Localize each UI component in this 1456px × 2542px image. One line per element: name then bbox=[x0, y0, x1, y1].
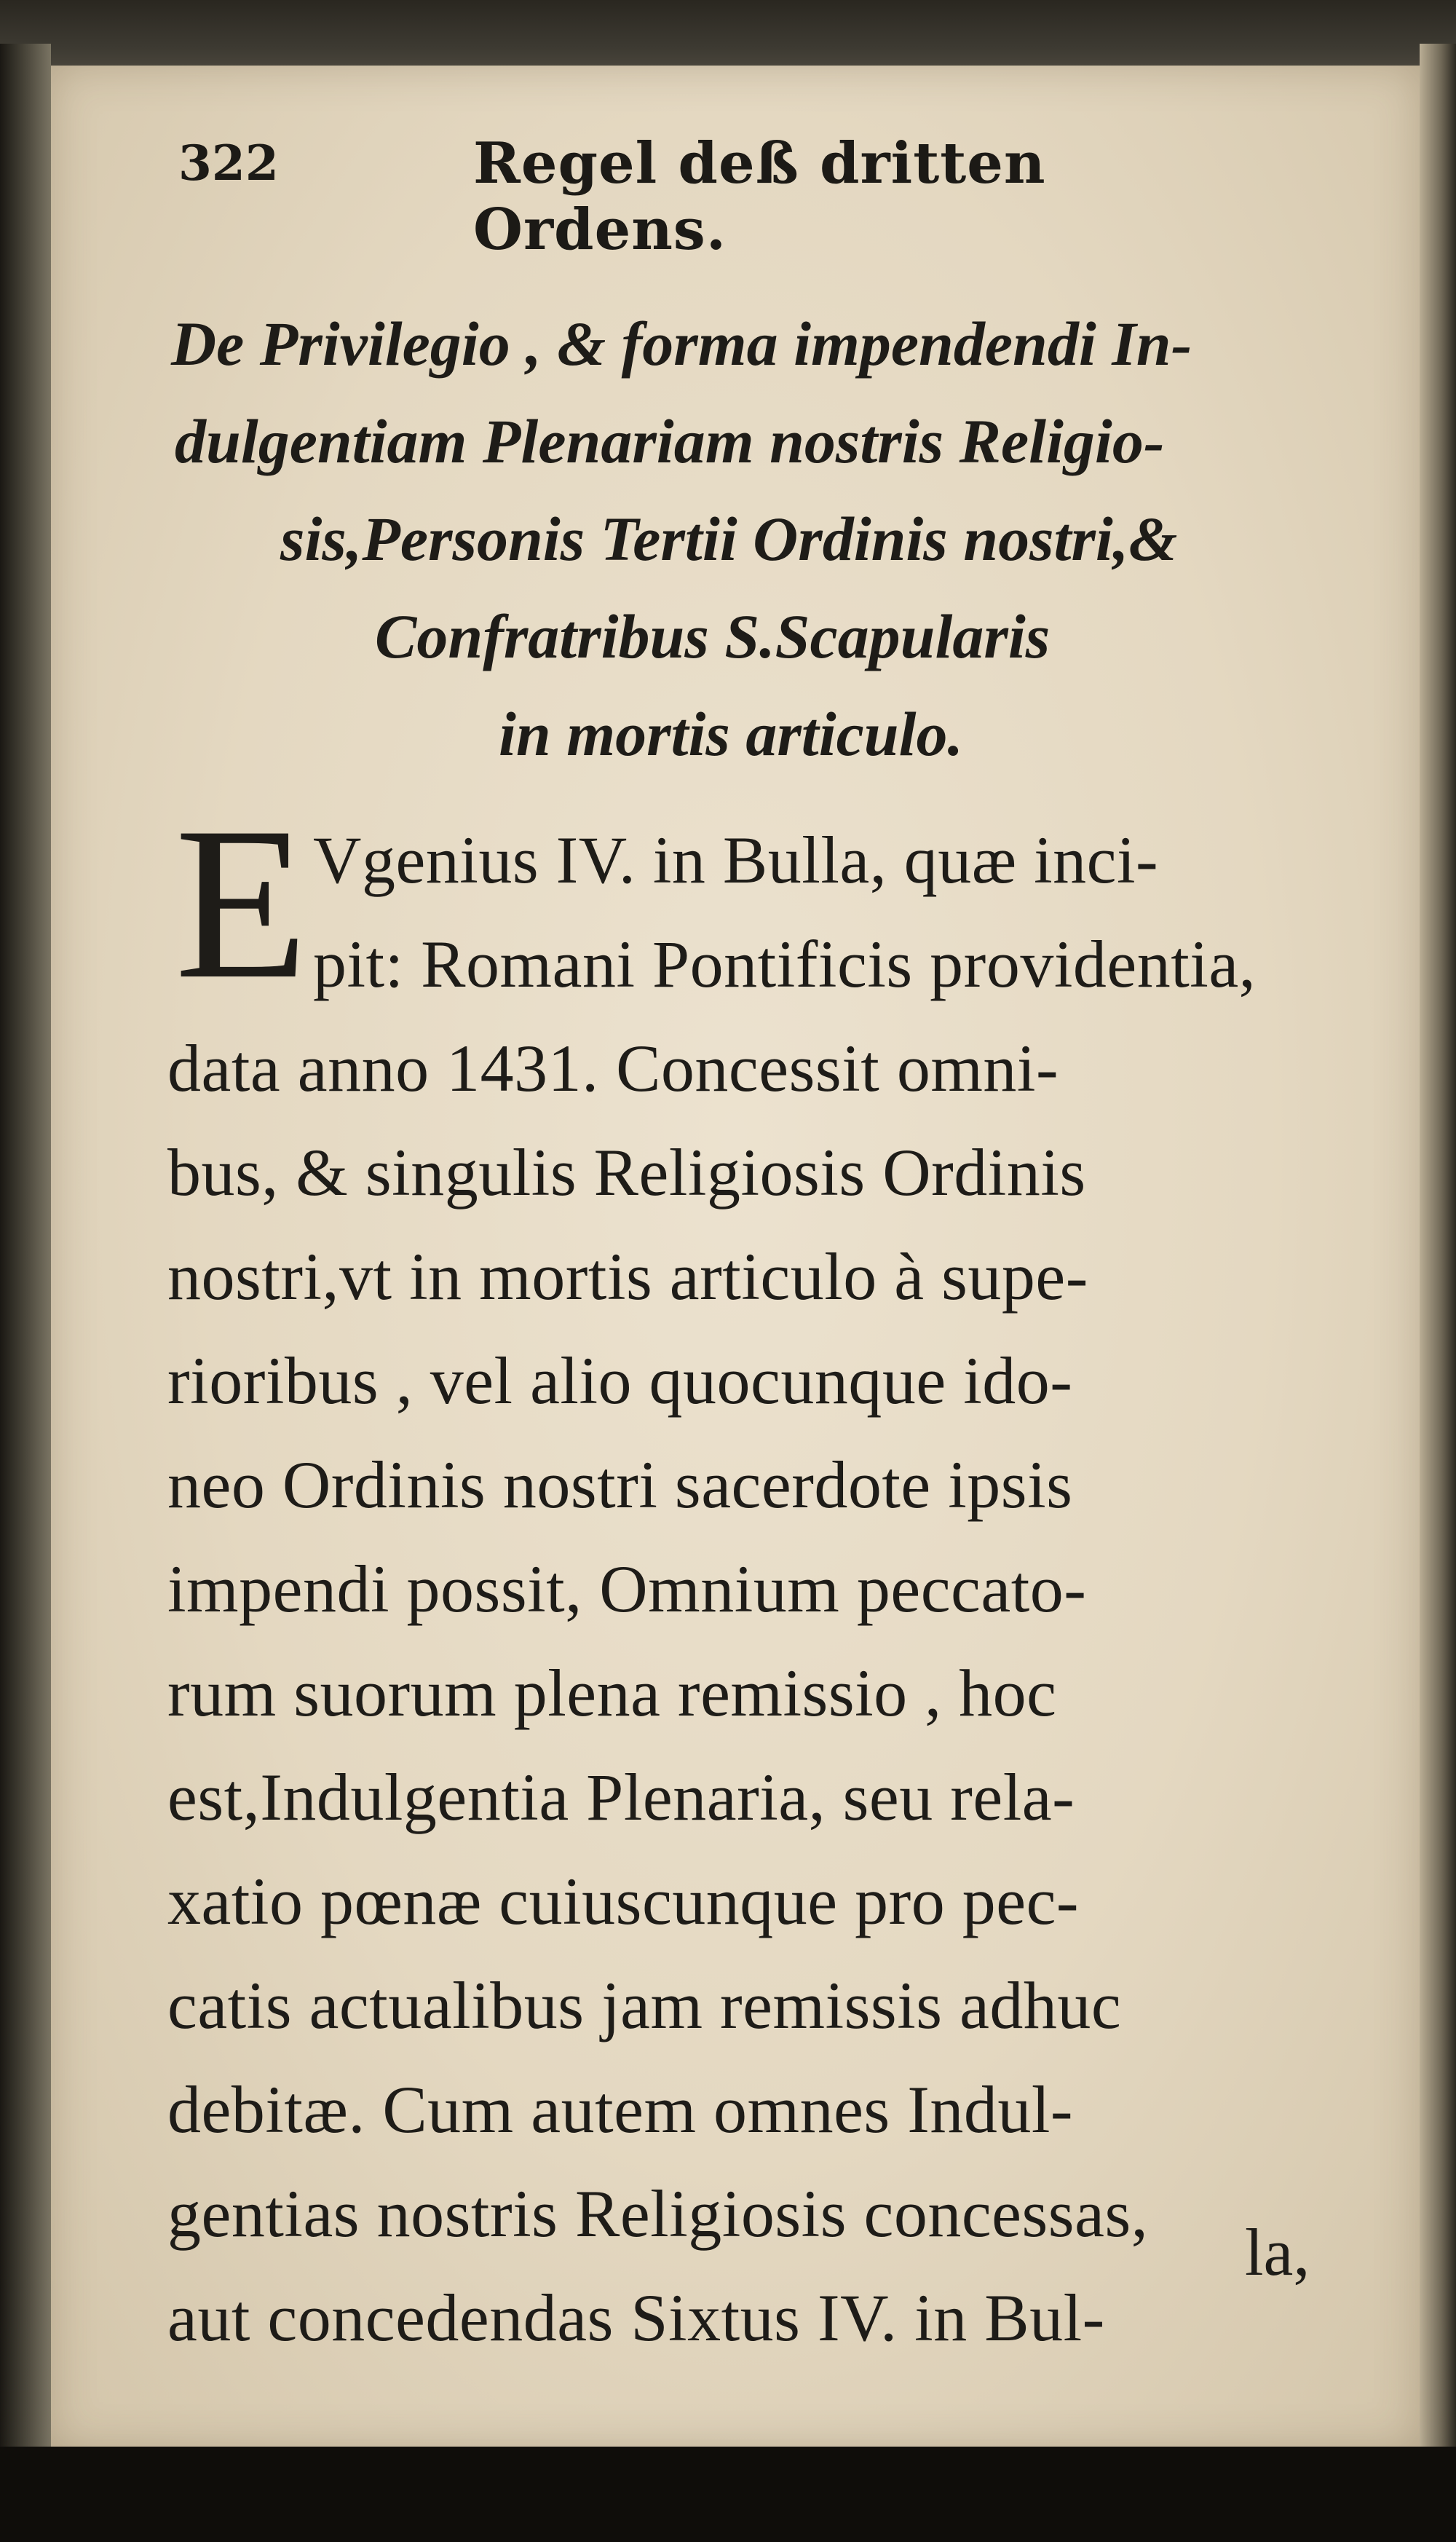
scan-border-bottom bbox=[0, 2447, 1456, 2542]
heading-line: Confratribus S.Scapularis bbox=[375, 601, 1051, 671]
text-line: debitæ. Cum autem omnes Indul- bbox=[167, 2072, 1074, 2147]
heading-line: dulgentiam Plenariam nostris Religio- bbox=[175, 406, 1165, 476]
text-line: neo Ordinis nostri sacerdote ipsis bbox=[167, 1448, 1073, 1522]
drop-cap: E bbox=[175, 782, 309, 1024]
page-header bbox=[124, 130, 1318, 263]
heading-line: sis,Personis Tertii Ordinis nostri,& bbox=[280, 504, 1178, 574]
text-line: Vgenius IV. in Bulla, quæ inci- bbox=[313, 823, 1159, 897]
text-line: nostri,vt in mortis articulo à supe- bbox=[167, 1239, 1088, 1314]
text-line: pit: Romani Pontificis providentia, bbox=[313, 927, 1257, 1001]
page-edge-right bbox=[1420, 44, 1456, 2468]
section-heading bbox=[124, 295, 1347, 783]
page-number: 322 bbox=[178, 135, 279, 192]
text-line: rum suorum plena remissio , hoc bbox=[167, 1656, 1057, 1730]
heading-line: De Privilegio , & forma impendendi In- bbox=[171, 309, 1192, 379]
page-edge-left bbox=[0, 44, 51, 2468]
text-line: data anno 1431. Concessit omni- bbox=[167, 1031, 1059, 1105]
text-line: impendi possit, Omnium peccato- bbox=[167, 1552, 1087, 1626]
text-line: gentias nostris Religiosis concessas, bbox=[167, 2176, 1149, 2251]
text-line: bus, & singulis Religiosis Ordinis bbox=[167, 1135, 1086, 1209]
catchword: la, bbox=[1245, 2215, 1310, 2289]
heading-line: in mortis articulo. bbox=[499, 699, 963, 769]
text-line: rioribus , vel alio quocunque ido- bbox=[167, 1343, 1073, 1418]
text-line: xatio pœnæ cuiuscunque pro pec- bbox=[167, 1864, 1080, 1938]
body-text bbox=[124, 782, 1354, 2370]
running-head: Regel deß dritten Ordens. bbox=[473, 130, 1046, 263]
text-line: aut concedendas Sixtus IV. in Bul- bbox=[167, 2281, 1105, 2355]
text-line: est,Indulgentia Plenaria, seu rela- bbox=[167, 1760, 1075, 1834]
text-line: catis actualibus jam remissis adhuc bbox=[167, 1968, 1122, 2042]
